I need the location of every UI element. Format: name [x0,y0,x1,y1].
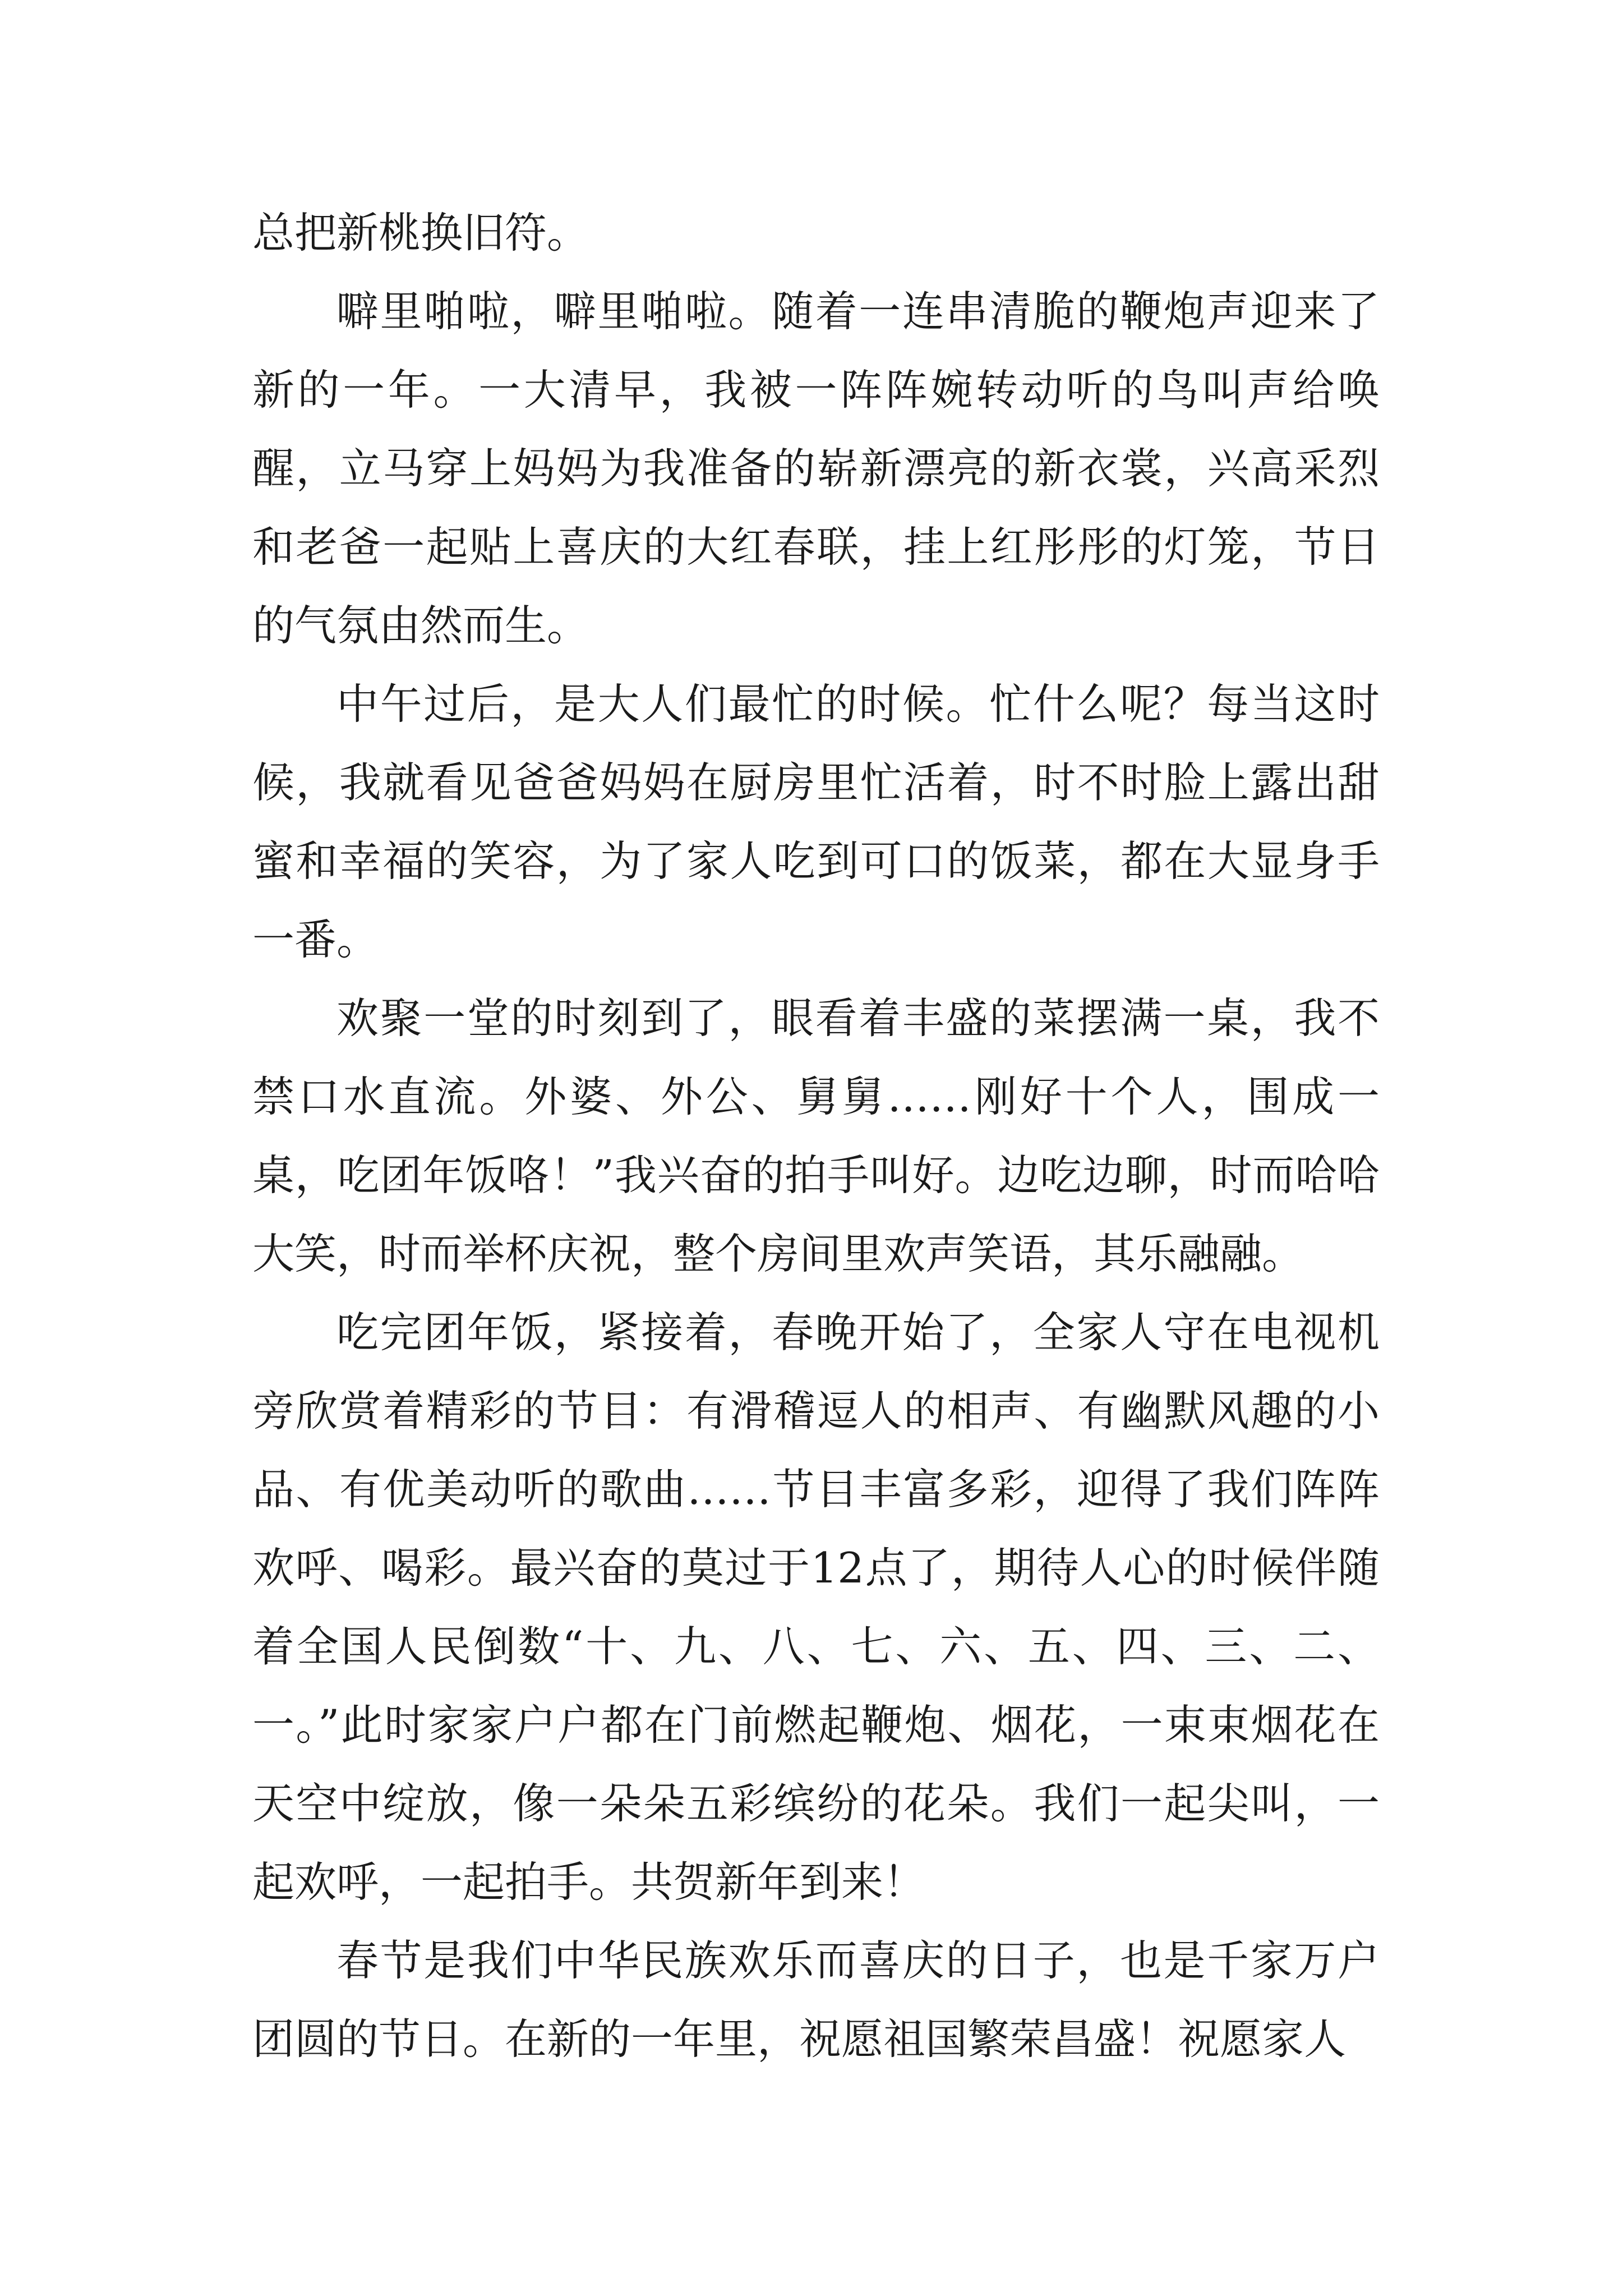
paragraph-4: 欢聚一堂的时刻到了，眼看着丰盛的菜摆满一桌，我不禁口水直流。外婆、外公、舅舅……刚好十个人，围成一桌，吃团年饭咯！”我兴奋的拍手叫好。边吃边聊，时而哈哈大笑，时而举杯庆祝，整个房间里欢声笑语，其乐融融。 [252,993,1380,1278]
paragraph-1: 总把新桃换旧符。 [252,208,589,257]
paragraph-3: 中午过后，是大人们最忙的时候。忙什么呢？每当这时候，我就看见爸爸妈妈在厨房里忙活着，时不时脸上露出甜蜜和幸福的笑容，为了家人吃到可口的饭菜，都在大显身手一番。 [252,679,1380,964]
document-body [252,194,1380,2078]
paragraph-6: 春节是我们中华民族欢乐而喜庆的日子，也是千家万户团圆的节日。在新的一年里，祝愿祖国繁荣昌盛！祝愿家人 [252,1936,1380,2064]
paragraph-5: 吃完团年饭，紧接着，春晚开始了，全家人守在电视机旁欣赏着精彩的节目：有滑稽逗人的相声、有幽默风趣的小品、有优美动听的歌曲……节目丰富多彩，迎得了我们阵阵欢呼、喝彩。最兴奋的莫过于12点了，期待人心的时候伴随着全国人民倒数“十、九、八、七、六、五、四、三、二、一。”此时家家户户都在门前燃起鞭炮、烟花，一束束烟花在天空中绽放，像一朵朵五彩缤纷的花朵。我们一起尖叫，一起欢呼，一起拍手。共贺新年到来！ [252,1308,1380,1907]
paragraph-2: 噼里啪啦，噼里啪啦。随着一连串清脆的鞭炮声迎来了新的一年。一大清早，我被一阵阵婉转动听的鸟叫声给唤醒，立马穿上妈妈为我准备的崭新漂亮的新衣裳，兴高采烈和老爸一起贴上喜庆的大红春联，挂上红彤彤的灯笼，节日的气氛由然而生。 [252,287,1380,650]
